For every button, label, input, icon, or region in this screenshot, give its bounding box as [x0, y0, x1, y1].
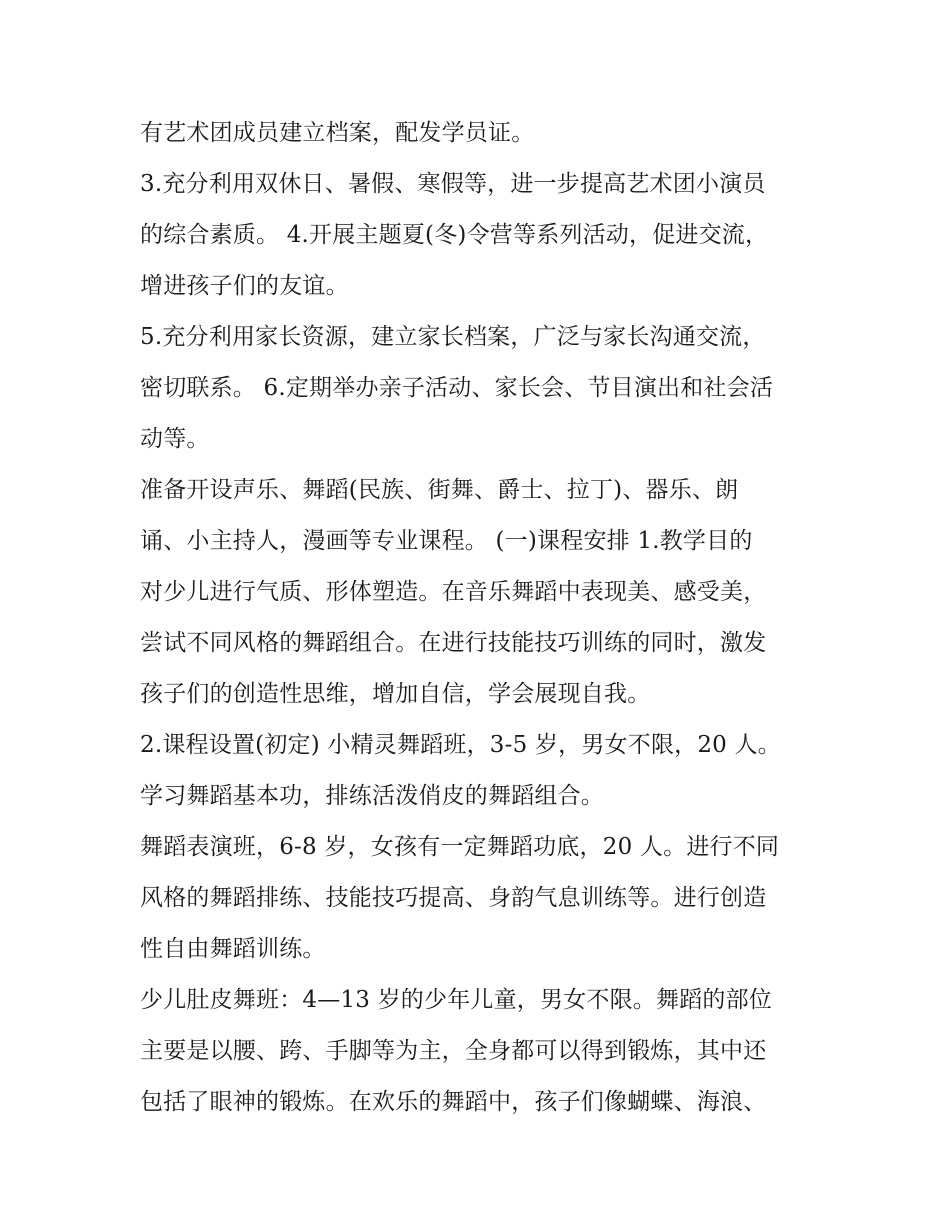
text-line: 风格的舞蹈排练、技能技巧提高、身韵气息训练等。进行创造: [140, 885, 767, 911]
text-line: 准备开设声乐、舞蹈(民族、街舞、爵士、拉丁)、器乐、朗: [140, 477, 739, 503]
text-line: 3.充分利用双休日、暑假、寒假等，进一步提高艺术团小演员: [140, 171, 766, 197]
text-line: 的综合素质。 4.开展主题夏(冬)令营等系列活动，促进交流，: [140, 222, 769, 248]
text-line: 5.充分利用家长资源，建立家长档案，广泛与家长沟通交流，: [140, 324, 766, 350]
text-line: 舞蹈表演班，6-8 岁，女孩有一定舞蹈功底，20 人。进行不同: [140, 834, 780, 860]
text-line: 动等。: [140, 426, 210, 452]
text-line: 孩子们的创造性思维，增加自信，学会展现自我。: [140, 681, 651, 707]
text-line: 有艺术团成员建立档案，配发学员证。: [140, 120, 535, 146]
text-line: 密切联系。 6.定期举办亲子活动、家长会、节目演出和社会活: [140, 375, 774, 401]
text-line: 包括了眼神的锻炼。在欢乐的舞蹈中，孩子们像蝴蝶、海浪、: [140, 1089, 767, 1115]
text-line: 学习舞蹈基本功，排练活泼俏皮的舞蹈组合。: [140, 783, 604, 809]
text-line: 少儿肚皮舞班：4—13 岁的少年儿童，男女不限。舞蹈的部位: [140, 987, 773, 1013]
text-line: 2.课程设置(初定) 小精灵舞蹈班，3-5 岁，男女不限，20 人。: [140, 732, 781, 758]
text-line: 性自由舞蹈训练。: [140, 936, 326, 962]
text-line: 对少儿进行气质、形体塑造。在音乐舞蹈中表现美、感受美，: [140, 579, 767, 605]
text-line: 诵、小主持人，漫画等专业课程。 (一)课程安排 1.教学目的: [140, 528, 753, 554]
text-line: 尝试不同风格的舞蹈组合。在进行技能技巧训练的同时，激发: [140, 630, 767, 656]
body-text: [140, 108, 840, 1128]
text-line: 主要是以腰、跨、手脚等为主，全身都可以得到锻炼，其中还: [140, 1038, 767, 1064]
text-line: 增进孩子们的友谊。: [140, 273, 349, 299]
